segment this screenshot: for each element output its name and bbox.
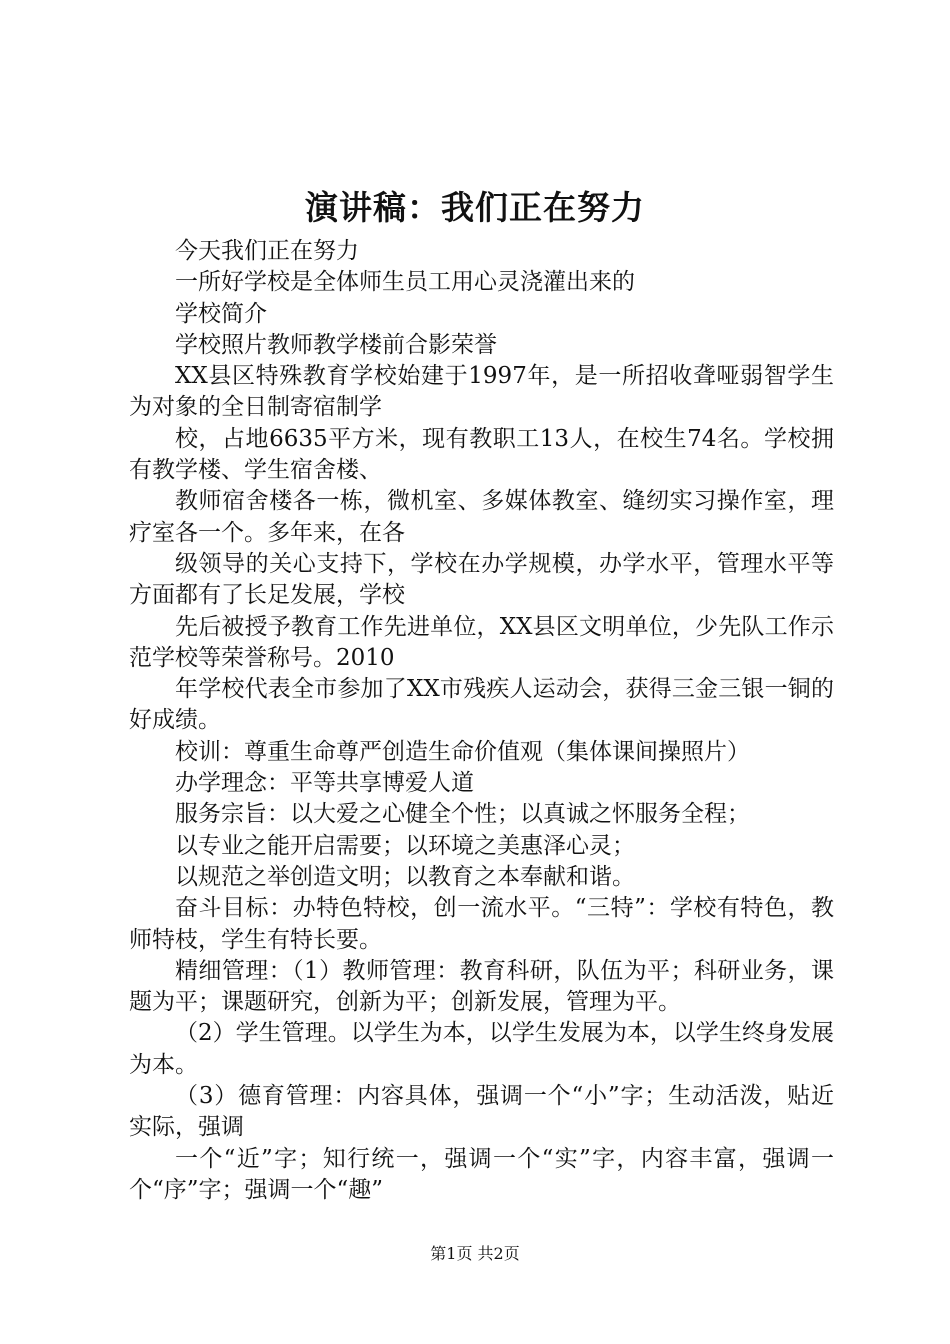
paragraph: （2）学生管理。以学生为本，以学生发展为本，以学生终身发展为本。: [129, 1020, 834, 1078]
paragraph: 今天我们正在努力: [175, 238, 359, 264]
paragraph: 学校照片教师教学楼前合影荣誉: [175, 331, 497, 358]
document-title: 演讲稿：我们正在努力: [305, 188, 645, 227]
paragraph: 奋斗目标：办特色特校，创一流水平。“三特”：学校有特色，教师特枝，学生有特长要。: [129, 895, 834, 953]
page-number-footer: 第1页 共2页: [430, 1244, 520, 1263]
paragraph: 以专业之能开启需要；以环境之美惠泽心灵；: [175, 832, 635, 859]
paragraph: 校训：尊重生命尊严创造生命价值观（集体课间操照片）: [175, 738, 750, 765]
paragraph: XX县区特殊教育学校始建于1997年，是一所招收聋哑弱智学生为对象的全日制寄宿制学: [129, 363, 834, 421]
paragraph: （3）德育管理：内容具体，强调一个“小”字；生动活泼，贴近实际，强调: [129, 1083, 834, 1141]
document-body: [129, 236, 834, 1206]
paragraph: 一所好学校是全体师生员工用心灵浇灌出来的: [175, 269, 635, 296]
paragraph: 先后被授予教育工作先进单位，XX县区文明单位，少先队工作示范学校等荣誉称号。2010: [129, 613, 834, 671]
paragraph: 以规范之举创造文明；以教育之本奉献和谐。: [175, 863, 635, 890]
paragraph: 教师宿舍楼各一栋，微机室、多媒体教室、缝纫实习操作室，理疗室各一个。多年来，在各: [129, 488, 834, 546]
paragraph: 年学校代表全市参加了XX市残疾人运动会，获得三金三银一铜的好成绩。: [129, 676, 834, 734]
paragraph: 服务宗旨：以大爱之心健全个性；以真诚之怀服务全程；: [175, 801, 750, 828]
paragraph: 精细管理：（1）教师管理：教育科研，队伍为平；科研业务，课题为平；课题研究，创新为平；创新发展，管理为平。: [129, 957, 834, 1016]
paragraph: 校，占地6635平方米，现有教职工13人，在校生74名。学校拥有教学楼、学生宿舍楼、: [129, 425, 834, 484]
paragraph: 级领导的关心支持下，学校在办学规模，办学水平，管理水平等方面都有了长足发展，学校: [129, 550, 834, 609]
paragraph: 学校简介: [175, 300, 267, 327]
paragraph: 办学理念：平等共享博爱人道: [175, 770, 474, 797]
paragraph: 一个“近”字；知行统一，强调一个“实”字，内容丰富，强调一个“序”字；强调一个“趣”: [129, 1145, 834, 1203]
